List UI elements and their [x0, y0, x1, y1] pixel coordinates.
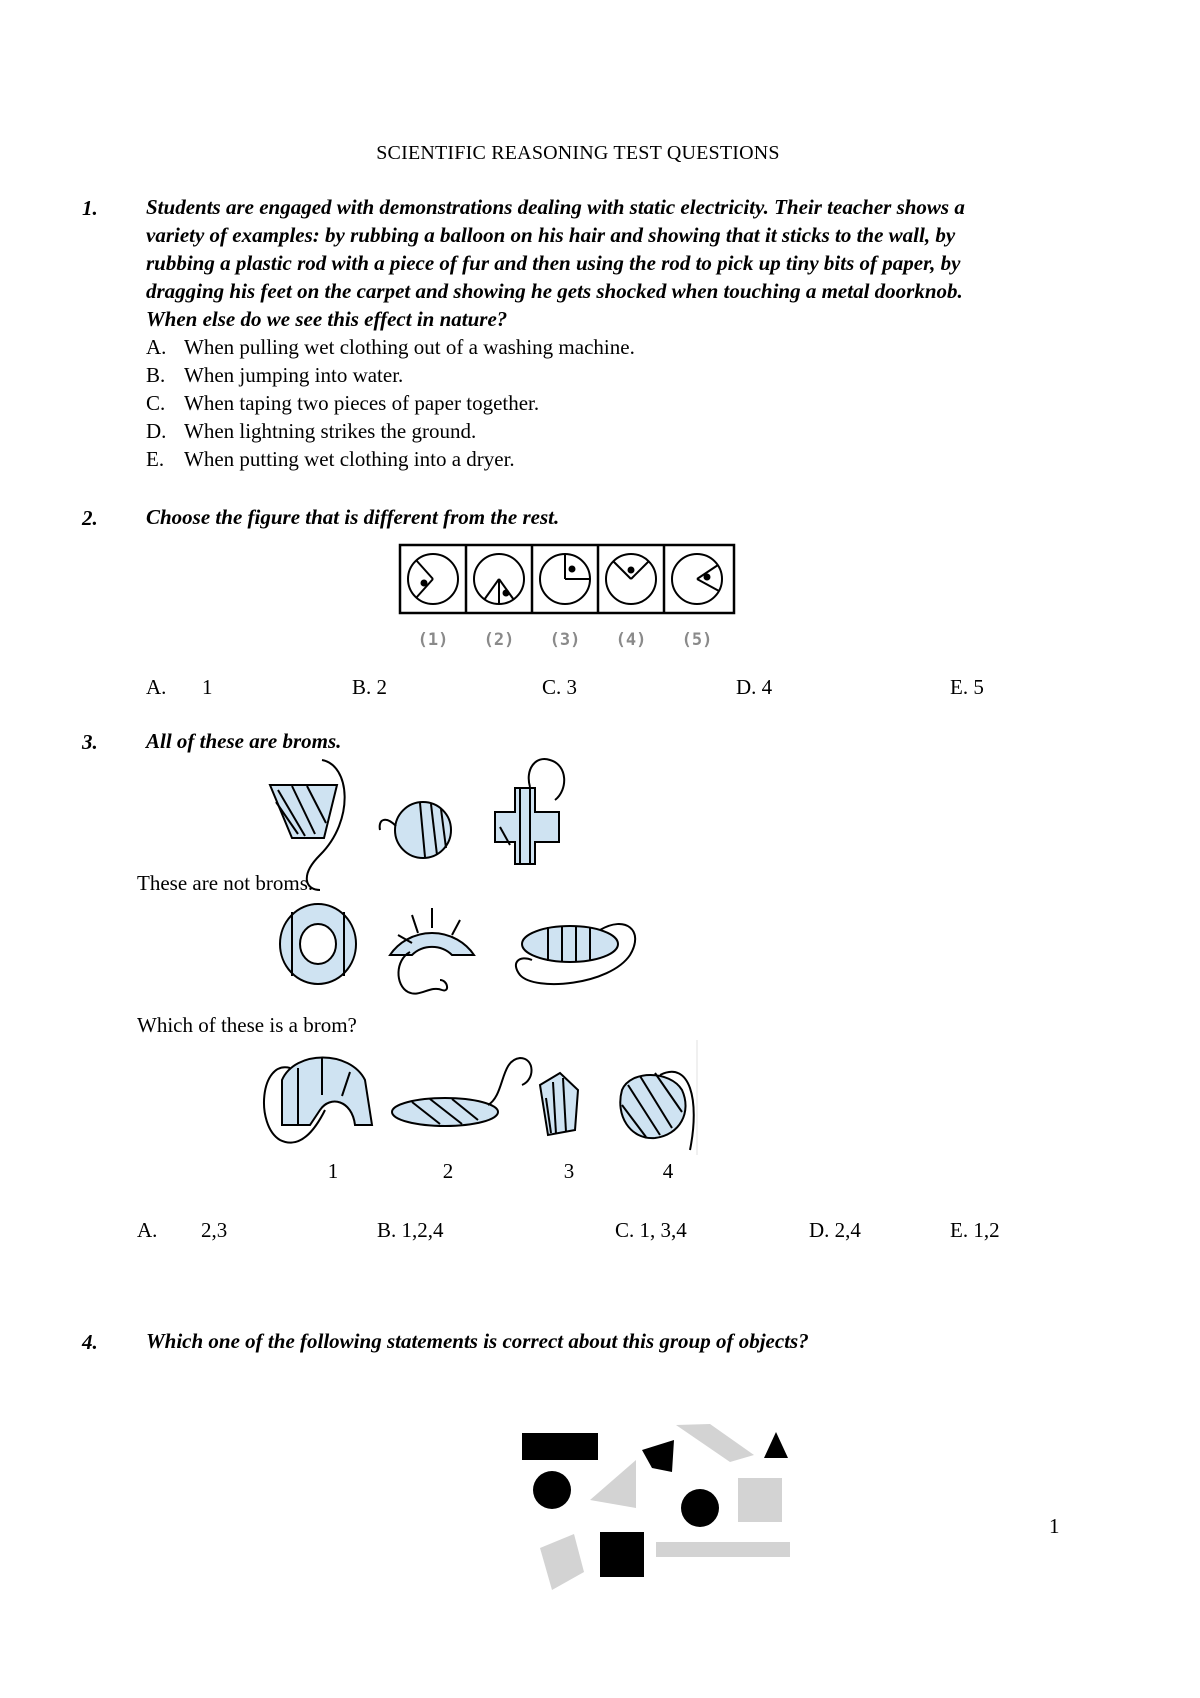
candidate-brom-3[interactable]	[540, 1073, 578, 1135]
candidate-brom-2[interactable]	[392, 1058, 532, 1126]
q3-number: 3.	[82, 730, 98, 754]
gray-square	[738, 1478, 782, 1522]
q3-option-a[interactable]: A. 2,3	[137, 1218, 228, 1242]
q3-options	[137, 1216, 1137, 1244]
q3-option-c[interactable]: C. 1, 3,4	[615, 1218, 687, 1242]
q2-option-e[interactable]: E. 5	[950, 675, 984, 699]
q2-figure-label-5: (5)	[681, 630, 713, 650]
non-brom-1	[280, 904, 356, 984]
q1-line: variety of examples: by rubbing a balloon on his hair and showing that it sticks to the wall, by	[146, 223, 956, 247]
q2-question: Choose the figure that is different from the rest.	[146, 505, 560, 529]
page-title: SCIENTIFIC REASONING TEST QUESTIONS	[376, 142, 780, 164]
black-quadrilateral	[642, 1440, 674, 1472]
q2-option-b[interactable]: B. 2	[352, 675, 388, 699]
q1-line: Students are engaged with demonstrations dealing with static electricity. Their teacher shows a	[146, 195, 965, 219]
black-circle	[681, 1489, 719, 1527]
q1-line: rubbing a plastic rod with a piece of fur and then using the rod to pick up tiny bits of paper, by	[146, 251, 961, 275]
q4-question: Which one of the following statements is correct about this group of objects?	[146, 1329, 809, 1353]
gray-parallelogram	[540, 1534, 584, 1590]
q4-object-group	[522, 1424, 790, 1590]
q2-option-figure-3[interactable]	[540, 554, 590, 604]
q2-option-a[interactable]: A. 1	[146, 675, 213, 699]
q2-number: 2.	[82, 506, 98, 530]
q1-option-d[interactable]: D. When lightning strikes the ground.	[146, 419, 477, 443]
q2-option-c[interactable]: C. 3	[542, 675, 578, 699]
q2-option-d[interactable]: D. 4	[736, 675, 773, 699]
q2-option-figure-4[interactable]	[606, 554, 656, 604]
candidate-label-4: 4	[662, 1159, 674, 1183]
gray-rectangle	[656, 1542, 790, 1557]
gray-quadrilateral	[676, 1424, 754, 1462]
q2-option-figure-1[interactable]	[408, 554, 458, 604]
q2-figure-label-4: (4)	[615, 630, 647, 650]
q1-option-c[interactable]: C. When taping two pieces of paper together.	[146, 391, 540, 415]
q1-line: dragging his feet on the carpet and showing he gets shocked when touching a metal doorknob.	[146, 279, 963, 303]
brom-example-3	[495, 759, 564, 864]
black-rectangle	[522, 1433, 598, 1460]
q3-not-broms-label: These are not broms.	[137, 871, 314, 895]
q3-option-b[interactable]: B. 1,2,4	[377, 1218, 444, 1242]
brom-example-2	[380, 802, 451, 858]
q2-option-figure-2[interactable]	[474, 554, 524, 604]
candidate-brom-4[interactable]	[620, 1072, 693, 1150]
q2-figure-label-3: (3)	[549, 630, 581, 650]
q1-option-b[interactable]: B. When jumping into water.	[146, 363, 404, 387]
q2-option-figure-5[interactable]	[672, 554, 722, 604]
candidate-brom-1[interactable]	[264, 1058, 372, 1143]
non-brom-3	[516, 924, 635, 984]
q4-number: 4.	[82, 1330, 98, 1354]
q1-option-e[interactable]: E. When putting wet clothing into a dryer.	[146, 447, 515, 471]
q3-which-label: Which of these is a brom?	[137, 1013, 357, 1037]
q1-option-a[interactable]: A. When pulling wet clothing out of a washing machine.	[146, 335, 635, 359]
q2-figure-label-1: (1)	[417, 630, 449, 650]
black-square	[600, 1532, 644, 1577]
q3-question: All of these are broms.	[146, 729, 342, 753]
candidate-label-3: 3	[563, 1159, 575, 1183]
q2-options	[146, 673, 1146, 701]
non-brom-2	[390, 908, 474, 994]
q3-option-d[interactable]: D. 2,4	[809, 1218, 861, 1242]
page-number: 1	[1049, 1514, 1060, 1538]
candidate-label-1: 1	[327, 1159, 339, 1183]
black-circle	[533, 1471, 571, 1509]
q3-option-e[interactable]: E. 1,2	[950, 1218, 1000, 1242]
q2-figure-label-2: (2)	[483, 630, 515, 650]
black-triangle	[764, 1432, 788, 1458]
q1-number: 1.	[82, 196, 98, 220]
candidate-label-2: 2	[442, 1159, 454, 1183]
q1-line: When else do we see this effect in nature?	[146, 307, 508, 331]
gray-triangle	[590, 1460, 636, 1508]
